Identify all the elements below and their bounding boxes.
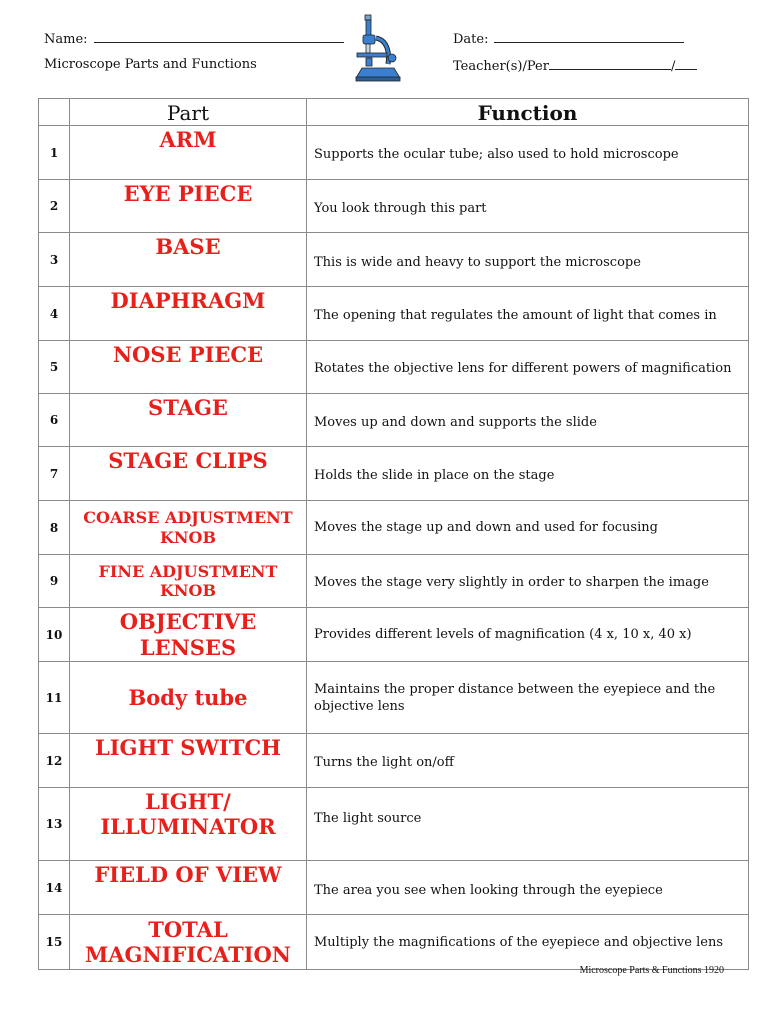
part-function: Moves up and down and supports the slide — [307, 394, 749, 447]
name-label: Name: — [44, 32, 88, 47]
name-input[interactable] — [94, 30, 344, 43]
header-part: Part — [70, 99, 307, 126]
row-number: 14 — [39, 861, 70, 915]
part-function: The area you see when looking through the eyepiece — [307, 861, 749, 915]
part-name: EYE PIECE — [70, 180, 307, 233]
part-function: The opening that regulates the amount of light that comes in — [307, 287, 749, 341]
part-name: NOSE PIECE — [70, 341, 307, 394]
part-name: FINE ADJUSTMENT KNOB — [70, 555, 307, 608]
date-label: Date: — [453, 32, 489, 47]
row-number: 4 — [39, 287, 70, 341]
row-number: 3 — [39, 233, 70, 287]
header-number — [39, 99, 70, 126]
part-function: Supports the ocular tube; also used to hold microscope — [307, 126, 749, 180]
teacher-slash: / — [670, 59, 676, 74]
table-row — [39, 555, 749, 608]
part-name: LIGHT SWITCH — [70, 734, 307, 788]
row-number: 12 — [39, 734, 70, 788]
part-name: DIAPHRAGM — [70, 287, 307, 341]
date-field — [453, 30, 684, 48]
row-number: 1 — [39, 126, 70, 180]
row-number: 5 — [39, 341, 70, 394]
table-row — [39, 287, 749, 341]
name-field — [44, 30, 344, 48]
part-name: Body tube — [70, 662, 307, 734]
teacher-label: Teacher(s)/Per — [453, 59, 549, 74]
table-row — [39, 788, 749, 861]
table-row — [39, 608, 749, 662]
table-row — [39, 662, 749, 734]
part-name: COARSE ADJUSTMENT KNOB — [70, 501, 307, 555]
part-function: Maintains the proper distance between the eyepiece and the objective lens — [307, 662, 749, 734]
table-row — [39, 734, 749, 788]
part-function: Provides different levels of magnification (4 x, 10 x, 40 x) — [307, 608, 749, 662]
row-number: 7 — [39, 447, 70, 501]
row-number: 11 — [39, 662, 70, 734]
row-number: 2 — [39, 180, 70, 233]
worksheet-title: Microscope Parts and Functions — [44, 57, 257, 72]
table-body — [39, 126, 749, 970]
row-number: 9 — [39, 555, 70, 608]
header-function: Function — [307, 99, 749, 126]
row-number: 10 — [39, 608, 70, 662]
part-name: FIELD OF VIEW — [70, 861, 307, 915]
row-number: 8 — [39, 501, 70, 555]
part-name: BASE — [70, 233, 307, 287]
row-number: 15 — [39, 915, 70, 970]
table-row — [39, 447, 749, 501]
parts-table — [38, 98, 749, 970]
part-name: LIGHT/ ILLUMINATOR — [70, 788, 307, 861]
table-row — [39, 501, 749, 555]
part-function: The light source — [307, 788, 749, 861]
table-row — [39, 861, 749, 915]
table-row — [39, 180, 749, 233]
part-name: TOTAL MAGNIFICATION — [70, 915, 307, 970]
part-function: Turns the light on/off — [307, 734, 749, 788]
part-name: OBJECTIVE LENSES — [70, 608, 307, 662]
table-header-row — [39, 99, 749, 126]
row-number: 13 — [39, 788, 70, 861]
date-input[interactable] — [494, 30, 684, 43]
table-row — [39, 915, 749, 970]
part-function: This is wide and heavy to support the microscope — [307, 233, 749, 287]
part-function: Moves the stage up and down and used for focusing — [307, 501, 749, 555]
table-row — [39, 126, 749, 180]
period-input[interactable] — [675, 57, 697, 70]
table-row — [39, 394, 749, 447]
part-function: Multiply the magnifications of the eyepiece and objective lens — [307, 915, 749, 970]
part-name: STAGE CLIPS — [70, 447, 307, 501]
row-number: 6 — [39, 394, 70, 447]
part-function: Rotates the objective lens for different powers of magnification — [307, 341, 749, 394]
part-function: You look through this part — [307, 180, 749, 233]
teacher-input[interactable] — [549, 57, 671, 70]
footer-text: Microscope Parts & Functions 1920 — [579, 965, 724, 976]
table-row — [39, 341, 749, 394]
part-function: Moves the stage very slightly in order to sharpen the image — [307, 555, 749, 608]
microscope-icon — [352, 14, 404, 82]
teacher-field — [453, 57, 697, 75]
table-row — [39, 233, 749, 287]
part-name: ARM — [70, 126, 307, 180]
part-name: STAGE — [70, 394, 307, 447]
part-function: Holds the slide in place on the stage — [307, 447, 749, 501]
